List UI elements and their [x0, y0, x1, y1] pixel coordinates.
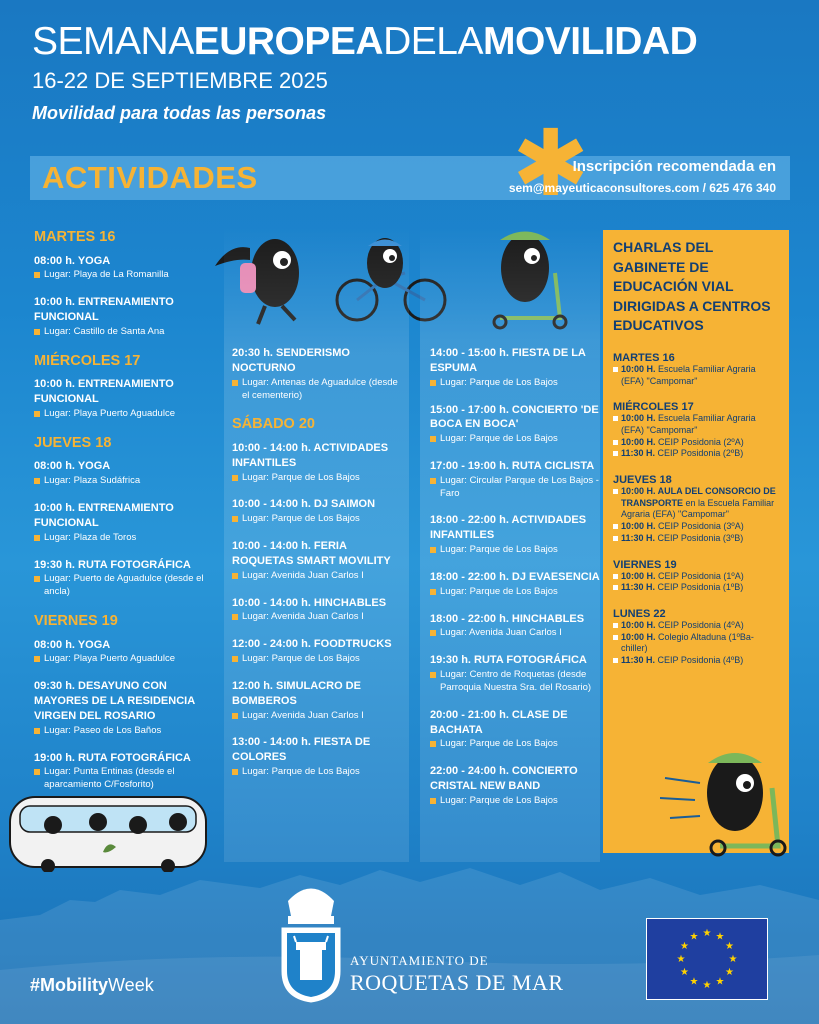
- inscription-contact[interactable]: sem@mayeuticaconsultores.com / 625 476 340: [508, 181, 776, 195]
- activity-item: [34, 459, 206, 488]
- activity-location: Lugar: Parque de Los Bajos: [430, 544, 600, 557]
- activity-location: Lugar: Parque de Los Bajos: [232, 653, 407, 666]
- activity-item: [430, 403, 600, 447]
- talk-item: [613, 655, 779, 667]
- activity-title: 12:00 h. SIMULACRO DE BOMBEROS: [232, 679, 361, 707]
- asterisk-icon: ✱: [512, 113, 590, 215]
- day-heading: SÁBADO 20: [232, 416, 315, 433]
- talk-time: 10:00 H.: [621, 521, 656, 532]
- eu-stars-icon: [647, 919, 767, 999]
- activity-item: [232, 596, 407, 625]
- activity-item: [430, 513, 600, 557]
- activity-location: Lugar: Puerto de Aguadulce (desde el ancla): [34, 573, 206, 599]
- talk-time: 10:00 H.: [621, 436, 656, 447]
- bus-illustration: [8, 792, 208, 872]
- talk-venue: Escuela Familiar Agraria (EFA) "Campomar": [621, 363, 756, 386]
- activity-title: 14:00 - 15:00 h. FIESTA DE LA ESPUMA: [430, 347, 586, 374]
- activity-item: [34, 295, 206, 339]
- activity-title: 20:30 h. SENDERISMO NOCTURNO: [232, 347, 350, 374]
- hashtag-bold: #Mobility: [30, 975, 109, 995]
- schedule-column-2-content: [232, 346, 407, 792]
- activity-item: [34, 638, 206, 667]
- event-dates: 16-22 DE SEPTIEMBRE 2025: [32, 68, 328, 93]
- activity-item: [232, 679, 407, 723]
- schedule-column-3: [420, 226, 600, 862]
- eu-star-icon: ★: [702, 980, 712, 991]
- activity-item: [430, 764, 600, 808]
- activity-item: [232, 539, 407, 583]
- activity-item: [430, 346, 600, 390]
- activity-location: Lugar: Parque de Los Bajos: [430, 738, 600, 751]
- activity-location: Lugar: Playa Puerto Aguadulce: [34, 408, 206, 421]
- talk-time: 11:30 H.: [621, 448, 656, 459]
- activity-item: [232, 637, 407, 666]
- activity-location: Lugar: Castillo de Santa Ana: [34, 326, 206, 339]
- talk-item: [613, 582, 779, 594]
- activity-title: 10:00 h. ENTRENAMIENTO FUNCIONAL: [34, 296, 174, 324]
- eu-star-icon: ★: [679, 967, 689, 978]
- hashtag-rest: Week: [108, 975, 154, 995]
- talk-item: [613, 533, 779, 545]
- activity-title: 10:00 h. ENTRENAMIENTO FUNCIONAL: [34, 378, 174, 406]
- activity-location: Lugar: Parque de Los Bajos: [232, 513, 407, 526]
- talk-item: [613, 448, 779, 460]
- city-coat-of-arms-icon: [276, 876, 346, 1004]
- activity-title: 10:00 - 14:00 h. DJ SAIMON: [232, 498, 376, 511]
- talk-venue: CEIP Posidonia (1ºA): [658, 570, 744, 581]
- eu-star-icon: ★: [715, 976, 725, 988]
- talks-heading: CHARLAS DEL GABINETE DE EDUCACIÓN VIAL DIRIGIDAS A CENTROS EDUCATIVOS: [613, 239, 771, 334]
- eu-star-icon: ★: [689, 931, 699, 943]
- talk-item: [613, 620, 779, 632]
- activity-location: Lugar: Plaza Sudáfrica: [34, 475, 206, 488]
- activity-item: [34, 377, 206, 421]
- talk-venue: CEIP Posidonia (1ºB): [657, 582, 744, 593]
- scooter-girl-icon: [660, 728, 800, 858]
- activity-location: Lugar: Parque de Los Bajos: [232, 472, 407, 485]
- activity-title: 10:00 - 14:00 h. FERIA ROQUETAS SMART MOVILITY: [232, 540, 391, 567]
- talk-time: 11:30 H.: [621, 532, 656, 543]
- talk-day: LUNES 22: [613, 607, 666, 620]
- eu-star-icon: ★: [725, 967, 735, 978]
- page-title: [32, 22, 697, 61]
- activity-title: 19:00 h. RUTA FOTOGRÁFICA: [34, 751, 191, 764]
- talk-item: [613, 437, 779, 449]
- day-heading: JUEVES 18: [34, 434, 112, 451]
- eu-flag: [646, 918, 768, 1000]
- talk-venue: CEIP Posidonia (3ºA): [658, 521, 744, 532]
- schedule-column-3-content: [430, 346, 600, 821]
- activity-title: 19:30 h. RUTA FOTOGRÁFICA: [34, 558, 191, 571]
- activity-title: 18:00 - 22:00 h. HINCHABLES: [430, 612, 585, 625]
- activity-location: Lugar: Parque de Los Bajos: [430, 377, 600, 390]
- activity-item: [34, 501, 206, 545]
- schedule-column-2: [224, 226, 409, 862]
- talk-time: 11:30 H.: [621, 654, 656, 665]
- activity-item: [430, 459, 600, 500]
- activity-location: Lugar: Circular Parque de Los Bajos - Faro: [430, 475, 600, 501]
- inscription-label: Inscripción recomendada en: [572, 158, 776, 175]
- activity-title: 10:00 h. ENTRENAMIENTO FUNCIONAL: [34, 502, 174, 529]
- hashtag[interactable]: [30, 975, 154, 996]
- talk-day: MIÉRCOLES 17: [613, 401, 694, 414]
- talk-time: 10:00 H.: [621, 363, 656, 374]
- talk-time: 10:00 H.: [621, 631, 656, 642]
- talk-time: 10:00 H.: [621, 413, 656, 424]
- title-part-movilidad: MOVILIDAD: [482, 20, 698, 63]
- talk-venue: CEIP Posidonia (2ºA): [658, 436, 744, 447]
- title-part-dela: DELA: [383, 20, 483, 63]
- eu-star-icon: ★: [689, 976, 699, 988]
- activity-location: Lugar: Avenida Juan Carlos I: [232, 570, 407, 583]
- eu-star-icon: ★: [702, 928, 712, 939]
- talk-time: 10:00 H.: [621, 570, 656, 581]
- activity-title: 08:00 h. YOGA: [34, 638, 111, 651]
- talk-venue: CEIP Posidonia (2ºB): [657, 448, 744, 459]
- activity-location: Lugar: Punta Entinas (desde el aparcamiento C/Fosforito): [34, 766, 206, 792]
- day-heading: VIERNES 19: [34, 612, 118, 629]
- activity-title: 08:00 h. YOGA: [34, 460, 111, 473]
- talk-item: [613, 521, 779, 533]
- talk-venue: CEIP Posidonia (3ºB): [657, 532, 744, 543]
- activity-location: Lugar: Avenida Juan Carlos I: [430, 627, 600, 640]
- talk-day: JUEVES 18: [613, 474, 672, 487]
- activity-location: Lugar: Avenida Juan Carlos I: [232, 710, 407, 723]
- talk-item: [613, 364, 779, 387]
- activity-item: [34, 751, 206, 792]
- activity-location: Lugar: Playa Puerto Aguadulce: [34, 653, 206, 666]
- activity-location: Lugar: Parque de Los Bajos: [430, 586, 600, 599]
- city-hall-label: AYUNTAMIENTO DE: [350, 953, 489, 968]
- talks-list: [613, 352, 779, 667]
- title-part-semana: SEMANA: [32, 20, 194, 63]
- talk-item: [613, 632, 779, 655]
- activity-item: [232, 346, 407, 402]
- activity-location: Lugar: Avenida Juan Carlos I: [232, 611, 407, 624]
- city-name: ROQUETAS DE MAR: [350, 970, 564, 995]
- activity-title: 09:30 h. DESAYUNO CON MAYORES DE LA RESIDENCIA VIRGEN DEL ROSARIO: [34, 680, 195, 722]
- activity-title: 15:00 - 17:00 h. CONCIERTO 'DE BOCA EN BOCA': [430, 403, 599, 431]
- activity-item: [430, 570, 600, 599]
- activity-item: [430, 653, 600, 694]
- activity-item: [232, 735, 407, 779]
- activities-heading: ACTIVIDADES: [42, 160, 258, 195]
- activity-title: 08:00 h. YOGA: [34, 254, 111, 267]
- talk-venue: en la Escuela Familiar Agraria (EFA) "Campomar": [621, 497, 775, 520]
- activity-location: Lugar: Parque de Los Bajos: [232, 766, 407, 779]
- activity-location: Lugar: Plaza de Toros: [34, 532, 206, 545]
- activity-title: 17:00 - 19:00 h. RUTA CICLISTA: [430, 460, 595, 472]
- talk-day: MARTES 16: [613, 351, 675, 364]
- activity-item: [430, 612, 600, 641]
- talk-time: 11:30 H.: [621, 582, 656, 593]
- talk-day: VIERNES 19: [613, 558, 677, 571]
- activity-title: 12:00 - 24:00 h. FOODTRUCKS: [232, 638, 392, 651]
- talk-item: [613, 413, 779, 436]
- activity-title: 10:00 - 14:00 h. HINCHABLES: [232, 596, 387, 609]
- eu-star-icon: ★: [715, 931, 725, 943]
- day-heading: MIÉRCOLES 17: [34, 352, 141, 369]
- activity-location: Lugar: Parque de Los Bajos: [430, 433, 600, 446]
- talk-venue: CEIP Posidonia (4ºB): [657, 654, 744, 665]
- activity-location: Lugar: Paseo de Los Baños: [34, 725, 206, 738]
- schedule-column-1: [34, 226, 206, 805]
- activity-item: [232, 497, 407, 526]
- talk-venue: Colegio Altaduna (1ºBa-chiller): [621, 631, 754, 654]
- activity-title: 18:00 - 22:00 h. DJ EVAESENCIA: [430, 570, 600, 583]
- talk-time: 10:00 H.: [621, 619, 656, 630]
- eu-star-icon: ★: [728, 954, 738, 965]
- eu-star-icon: ★: [679, 941, 689, 952]
- activity-location: Lugar: Centro de Roquetas (desde Parroquia Nuestra Sra. del Rosario): [430, 669, 600, 695]
- talk-venue: CEIP Posidonia (4ºA): [658, 619, 744, 630]
- title-part-europea: EUROPEA: [193, 20, 384, 63]
- eu-star-icon: ★: [676, 954, 686, 965]
- activity-location: Lugar: Antenas de Aguadulce (desde el cementerio): [232, 377, 407, 403]
- event-motto: Movilidad para todas las personas: [32, 103, 327, 123]
- talk-item: [613, 486, 779, 521]
- activity-title: 13:00 - 14:00 h. FIESTA DE COLORES: [232, 736, 371, 764]
- activity-title: 22:00 - 24:00 h. CONCIERTO CRISTAL NEW BAND: [430, 765, 578, 793]
- activity-location: Lugar: Playa de La Romanilla: [34, 269, 206, 282]
- talk-venue: Escuela Familiar Agraria (EFA) "Campomar": [621, 413, 756, 436]
- activity-location: Lugar: Parque de Los Bajos: [430, 795, 600, 808]
- talk-item: [613, 571, 779, 583]
- activity-title: 18:00 - 22:00 h. ACTIVIDADES INFANTILES: [430, 514, 587, 542]
- activity-item: [232, 441, 407, 485]
- activity-title: 20:00 - 21:00 h. CLASE DE BACHATA: [430, 708, 568, 736]
- activity-item: [430, 708, 600, 752]
- activity-title: 19:30 h. RUTA FOTOGRÁFICA: [430, 654, 587, 667]
- eu-star-icon: ★: [725, 941, 735, 952]
- activity-item: [34, 558, 206, 599]
- talk-time: 10:00 H. AULA DEL CONSORCIO DE TRANSPORTE: [621, 486, 776, 508]
- activity-item: [34, 254, 206, 283]
- activity-item: [34, 679, 206, 737]
- activity-title: 10:00 - 14:00 h. ACTIVIDADES INFANTILES: [232, 441, 389, 469]
- day-heading: MARTES 16: [34, 229, 116, 245]
